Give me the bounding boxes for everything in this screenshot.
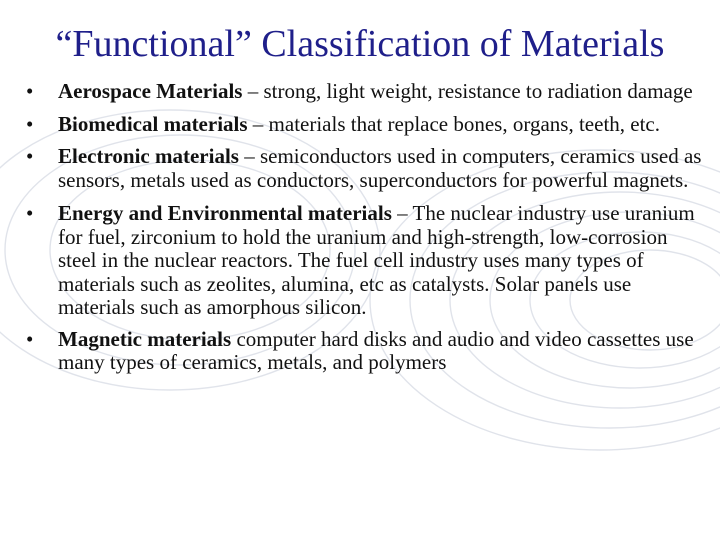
bullet-term: Energy and Environmental materials: [58, 201, 392, 225]
bullet-item-magnetic: [26, 328, 710, 375]
bullet-term: Magnetic materials: [58, 326, 232, 351]
bullet-description: – materials that replace bones, organs, teeth, etc.: [247, 111, 660, 136]
bullet-description: – The nuclear industry use uranium for fuel, zirconium to hold the uranium and high-strength, low-corrosion steel in the nuclear reactors. The fuel cell industry uses many types of materials such as zeolites, alumina, etc as catalysts. Solar panels use materials such as amorphous silicon.: [58, 201, 695, 319]
bullet-term: Electronic materials: [58, 144, 239, 168]
bullet-marker: •: [26, 79, 34, 103]
bullet-description: – strong, light weight, resistance to radiation damage: [242, 79, 693, 103]
bullet-list: [26, 80, 710, 384]
bullet-item-aerospace: [26, 80, 710, 104]
bullet-marker: •: [26, 201, 34, 225]
bullet-item-energy-environmental: [26, 202, 710, 320]
bullet-marker: •: [26, 144, 34, 168]
bullet-marker: •: [26, 111, 34, 136]
bullet-marker: •: [26, 326, 34, 351]
bullet-item-electronic: [26, 145, 710, 192]
bullet-description: computer hard disks and audio and video cassettes use many types of ceramics, metals, and polymers: [58, 326, 694, 374]
bullet-term: Aerospace Materials: [58, 79, 243, 103]
bullet-item-biomedical: [26, 113, 710, 137]
slide-title: “Functional” Classification of Materials: [55, 23, 665, 65]
bullet-description: – semiconductors used in computers, ceramics used as sensors, metals used as conductors, superconductors for powerful magnets.: [58, 144, 702, 192]
bullet-term: Biomedical materials: [58, 111, 248, 136]
